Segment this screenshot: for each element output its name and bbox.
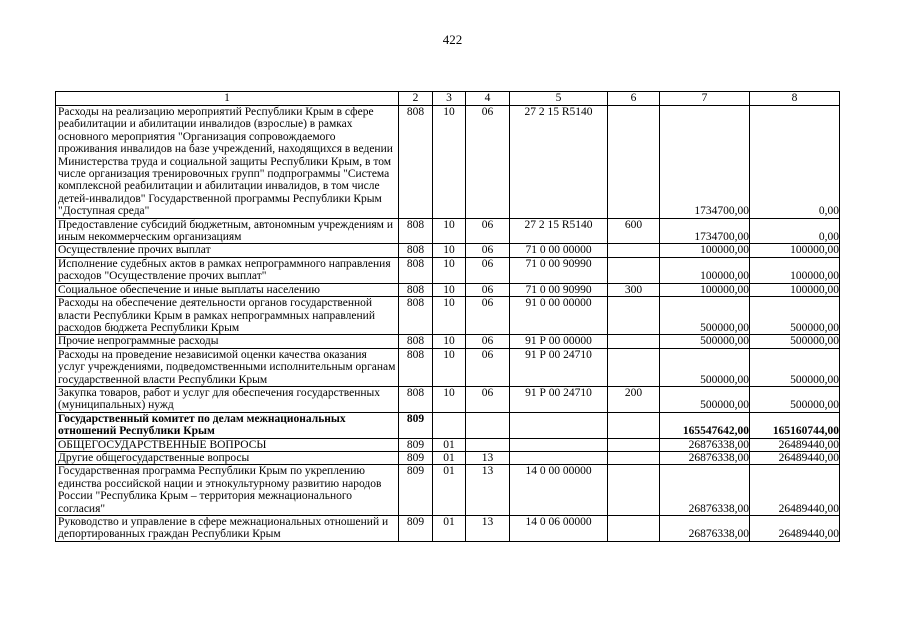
row-expense-type-code: [608, 106, 660, 219]
row-amount-year-2: 100000,00: [750, 257, 840, 283]
row-expense-type-code: [608, 465, 660, 516]
row-section-code: 01: [433, 438, 466, 451]
row-target-article-code: 91 Р 00 24710: [510, 348, 608, 386]
row-amount-year-2: 26489440,00: [750, 438, 840, 451]
row-amount-year-1: 500000,00: [660, 348, 750, 386]
row-department-code: 808: [399, 283, 433, 296]
table-row: [56, 386, 840, 412]
row-description: Другие общегосударственные вопросы: [56, 451, 399, 464]
row-subsection-code: 06: [466, 335, 510, 348]
column-number: 5: [510, 92, 608, 106]
row-amount-year-1: 26876338,00: [660, 465, 750, 516]
row-target-article-code: 27 2 15 R5140: [510, 218, 608, 244]
row-department-code: 808: [399, 335, 433, 348]
row-section-code: 10: [433, 335, 466, 348]
row-department-code: 808: [399, 348, 433, 386]
row-amount-year-1: 1734700,00: [660, 106, 750, 219]
row-amount-year-1: 165547642,00: [660, 412, 750, 438]
row-description: Осуществление прочих выплат: [56, 244, 399, 257]
row-expense-type-code: 600: [608, 218, 660, 244]
row-description: Прочие непрограммные расходы: [56, 335, 399, 348]
row-expense-type-code: 200: [608, 386, 660, 412]
row-target-article-code: 27 2 15 R5140: [510, 106, 608, 219]
row-amount-year-1: 26876338,00: [660, 451, 750, 464]
row-description: Предоставление субсидий бюджетным, автономным учреждениям и иным некоммерческим организациям: [56, 218, 399, 244]
column-number: 1: [56, 92, 399, 106]
row-target-article-code: 91 Р 00 00000: [510, 335, 608, 348]
row-department-code: 809: [399, 438, 433, 451]
row-amount-year-1: 500000,00: [660, 386, 750, 412]
row-section-code: 10: [433, 257, 466, 283]
row-department-code: 808: [399, 218, 433, 244]
table-row: [56, 348, 840, 386]
row-amount-year-2: 26489440,00: [750, 451, 840, 464]
row-section-code: 10: [433, 244, 466, 257]
row-subsection-code: 06: [466, 244, 510, 257]
table-row: [56, 412, 840, 438]
row-target-article-code: 14 0 00 00000: [510, 465, 608, 516]
table-row: [56, 465, 840, 516]
row-description: Социальное обеспечение и иные выплаты населению: [56, 283, 399, 296]
row-section-code: 10: [433, 386, 466, 412]
row-subsection-code: 06: [466, 283, 510, 296]
row-subsection-code: 13: [466, 451, 510, 464]
row-department-code: 808: [399, 257, 433, 283]
budget-table: [55, 91, 840, 542]
row-department-code: 808: [399, 244, 433, 257]
row-description: ОБЩЕГОСУДАРСТВЕННЫЕ ВОПРОСЫ: [56, 438, 399, 451]
table-row: [56, 297, 840, 335]
row-target-article-code: 71 0 00 00000: [510, 244, 608, 257]
row-subsection-code: 06: [466, 106, 510, 219]
table-row: [56, 106, 840, 219]
row-subsection-code: 13: [466, 516, 510, 542]
column-number: 6: [608, 92, 660, 106]
row-target-article-code: [510, 438, 608, 451]
row-subsection-code: 06: [466, 218, 510, 244]
row-amount-year-2: 165160744,00: [750, 412, 840, 438]
column-number: 2: [399, 92, 433, 106]
table-row: [56, 438, 840, 451]
row-department-code: 808: [399, 386, 433, 412]
row-amount-year-2: 500000,00: [750, 297, 840, 335]
table-row: [56, 451, 840, 464]
row-amount-year-2: 100000,00: [750, 283, 840, 296]
row-subsection-code: 06: [466, 348, 510, 386]
row-subsection-code: [466, 438, 510, 451]
row-department-code: 809: [399, 465, 433, 516]
table-row: [56, 283, 840, 296]
row-section-code: [433, 412, 466, 438]
table-row: [56, 218, 840, 244]
table-row: [56, 335, 840, 348]
row-expense-type-code: [608, 244, 660, 257]
table-row: [56, 516, 840, 542]
row-expense-type-code: [608, 451, 660, 464]
column-number: 4: [466, 92, 510, 106]
row-target-article-code: 91 Р 00 24710: [510, 386, 608, 412]
column-number-row: [56, 92, 840, 106]
row-amount-year-2: 26489440,00: [750, 516, 840, 542]
row-expense-type-code: [608, 438, 660, 451]
row-amount-year-2: 0,00: [750, 106, 840, 219]
row-amount-year-1: 100000,00: [660, 283, 750, 296]
row-section-code: 10: [433, 283, 466, 296]
row-department-code: 808: [399, 297, 433, 335]
column-number: 7: [660, 92, 750, 106]
row-amount-year-1: 1734700,00: [660, 218, 750, 244]
row-subsection-code: 13: [466, 465, 510, 516]
row-department-code: 809: [399, 516, 433, 542]
row-target-article-code: 71 0 00 90990: [510, 257, 608, 283]
row-subsection-code: 06: [466, 297, 510, 335]
row-description: Закупка товаров, работ и услуг для обеспечения государственных (муниципальных) нужд: [56, 386, 399, 412]
row-amount-year-2: 0,00: [750, 218, 840, 244]
row-amount-year-2: 500000,00: [750, 348, 840, 386]
row-target-article-code: [510, 412, 608, 438]
row-amount-year-2: 500000,00: [750, 335, 840, 348]
row-amount-year-1: 26876338,00: [660, 516, 750, 542]
table-row: [56, 244, 840, 257]
row-description: Государственная программа Республики Крым по укреплению единства российской нации и этнокультурному развитию народов России "Республика Крым – территория межнационального согласия": [56, 465, 399, 516]
row-description: Государственный комитет по делам межнациональных отношений Республики Крым: [56, 412, 399, 438]
row-description: Расходы на реализацию мероприятий Республики Крым в сфере реабилитации и абилитации инвалидов (взрослые) в рамках основного мероприятия "Организация сопровождаемого проживания инвалидов на базе учреждений, находящихся в ведении Министерства труда и социальной защиты Республики Крым, в том числе организация тренировочных групп" подпрограммы "Система комплексной реабилитации и абилитации инвалидов, в том числе детей-инвалидов" Государственной программы Республики Крым "Доступная среда": [56, 106, 399, 219]
row-amount-year-2: 500000,00: [750, 386, 840, 412]
row-amount-year-2: 26489440,00: [750, 465, 840, 516]
row-expense-type-code: [608, 335, 660, 348]
row-subsection-code: [466, 412, 510, 438]
row-expense-type-code: [608, 348, 660, 386]
row-subsection-code: 06: [466, 386, 510, 412]
row-section-code: 10: [433, 218, 466, 244]
row-amount-year-1: 100000,00: [660, 257, 750, 283]
row-section-code: 10: [433, 348, 466, 386]
row-department-code: 808: [399, 106, 433, 219]
row-description: Исполнение судебных актов в рамках непрограммного направления расходов "Осуществление прочих выплат": [56, 257, 399, 283]
row-section-code: 10: [433, 297, 466, 335]
table-row: [56, 257, 840, 283]
row-expense-type-code: [608, 297, 660, 335]
row-section-code: 01: [433, 465, 466, 516]
row-expense-type-code: [608, 516, 660, 542]
row-amount-year-1: 500000,00: [660, 335, 750, 348]
row-description: Расходы на обеспечение деятельности органов государственной власти Республики Крым в рамках непрограммных направлений расходов бюджета Республики Крым: [56, 297, 399, 335]
row-section-code: 10: [433, 106, 466, 219]
row-section-code: 01: [433, 516, 466, 542]
row-department-code: 809: [399, 451, 433, 464]
row-amount-year-1: 500000,00: [660, 297, 750, 335]
row-expense-type-code: 300: [608, 283, 660, 296]
row-target-article-code: 91 0 00 00000: [510, 297, 608, 335]
row-expense-type-code: [608, 257, 660, 283]
row-amount-year-1: 26876338,00: [660, 438, 750, 451]
row-amount-year-1: 100000,00: [660, 244, 750, 257]
table-body: [56, 92, 840, 542]
row-department-code: 809: [399, 412, 433, 438]
row-target-article-code: 14 0 06 00000: [510, 516, 608, 542]
column-number: 8: [750, 92, 840, 106]
row-section-code: 01: [433, 451, 466, 464]
row-amount-year-2: 100000,00: [750, 244, 840, 257]
row-description: Руководство и управление в сфере межнациональных отношений и депортированных граждан Республики Крым: [56, 516, 399, 542]
row-expense-type-code: [608, 412, 660, 438]
row-subsection-code: 06: [466, 257, 510, 283]
row-target-article-code: 71 0 00 90990: [510, 283, 608, 296]
column-number: 3: [433, 92, 466, 106]
row-target-article-code: [510, 451, 608, 464]
page-number: 422: [442, 32, 463, 47]
row-description: Расходы на проведение независимой оценки качества оказания услуг учреждениями, подведомственными исполнительным органам государственной власти Республики Крым: [56, 348, 399, 386]
